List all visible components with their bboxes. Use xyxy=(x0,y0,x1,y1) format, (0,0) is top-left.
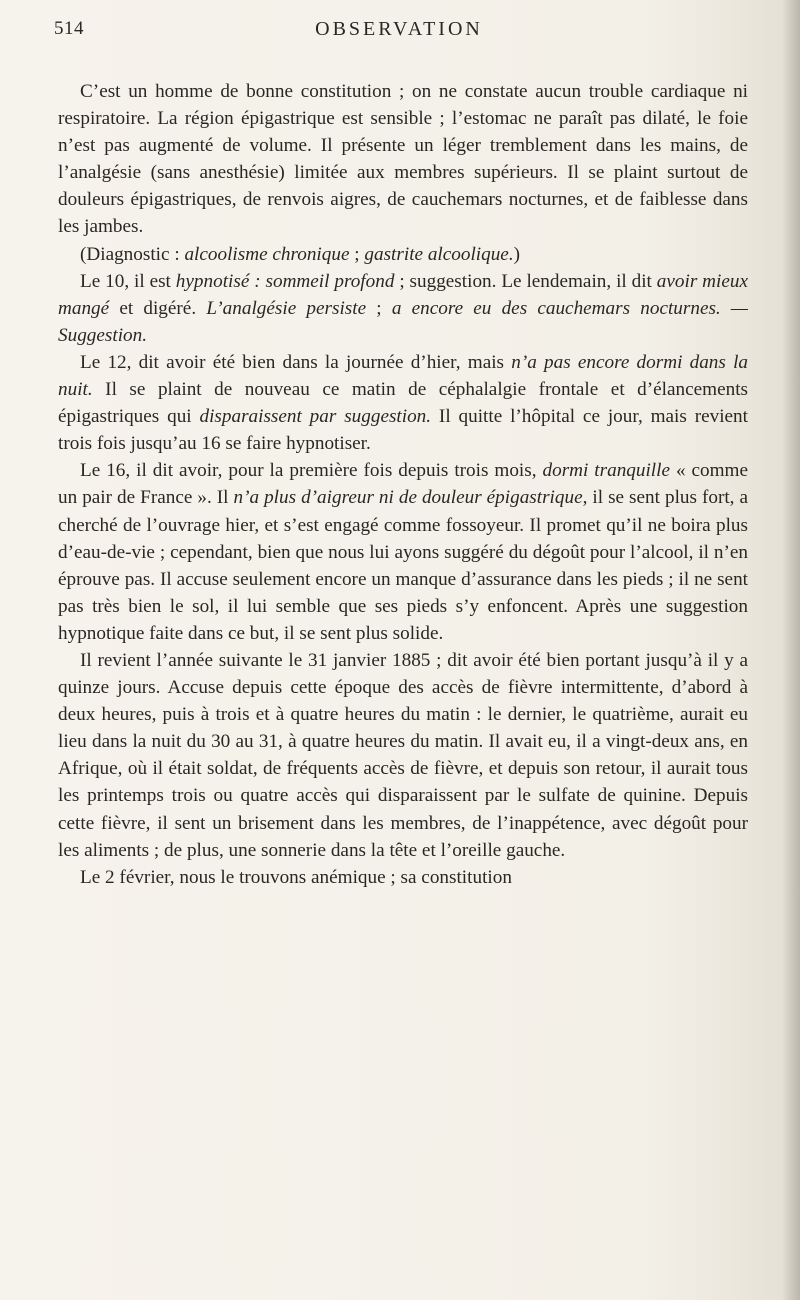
text-run: Le 12, dit avoir été bien dans la journée d’hier, mais xyxy=(80,351,512,373)
page-header xyxy=(54,18,744,58)
italic-text: disparaissent par suggestion. xyxy=(199,406,432,428)
text-run: Le 2 février, nous le trouvons anémique ; sa constitution xyxy=(80,866,512,888)
text-run: Il revient l’année suivante le 31 janvier 1885 ; dit avoir été bien portant jusqu’à il y a quinze jours. Accuse depuis cette époque des accès de fièvre intermittente, d’abord à deux heures, puis à trois et à quatre heures du matin : le dernier, le quatrième, aurait eu lieu dans la nuit du 30 au 31, à quatre heures du matin. Il avait eu, il a vingt-deux ans, en Afrique, où il était soldat, de fréquents accès de fièvre, et depuis son retour, il aurait tous les printemps trois ou quatre accès qui disparaissent par le sulfate de quinine. Depuis cette fièvre, il sent un brisement dans les membres, de l’inappétence, avec dégoût pour les aliments ; de plus, une sonnerie dans la tête et l’oreille gauche. xyxy=(58,649,748,861)
paragraph xyxy=(58,78,748,241)
text-run: C’est un homme de bonne constitution ; on ne constate aucun trouble cardiaque ni respiratoire. La région épigastrique est sensible ; l’estomac ne paraît pas dilaté, le foie n’est pas augmenté de volume. Il présente un léger tremblement dans les mains, de l’analgésie (sans anesthésie) limitée aux membres supérieurs. Il se plaint surtout de douleurs épigastriques, de renvois aigres, de cauchemars nocturnes, et de faiblesse dans les jambes. xyxy=(58,81,748,238)
text-run: , il se sent plus fort, a cherché de l’ouvrage hier, et s’est engagé comme fossoyeur. Il promet qu’il ne boira plus d’eau-de-vie ; cependant, bien que nous lui ayons suggéré du dégoût pour l’alcool, il n’en éprouve pas. Il accuse seulement encore un manque d’assurance dans les pieds ; il ne sent pas très bien le sol, il lui semble que ses pieds s’y enfoncent. Après une suggestion hypnotique faite dans ce but, il se sent plus solide. xyxy=(58,487,748,644)
text-run: Le 16, il dit avoir, pour la première fois depuis trois mois, xyxy=(80,460,543,482)
text-run: Le 10, il est xyxy=(80,270,176,292)
text-run: « comme un pair de France ». Il xyxy=(58,460,749,509)
italic-text: dormi tranquille xyxy=(542,460,670,482)
text-run: Il se plaint de nouveau ce matin de céphalalgie frontale et d’élancements épigastriques qui xyxy=(58,379,748,428)
text-run: (Diagnostic : xyxy=(80,243,185,265)
text-run: ) xyxy=(513,243,521,265)
body-text xyxy=(58,78,748,891)
text-run: ; xyxy=(366,297,392,319)
italic-text: alcoolisme chronique xyxy=(184,243,350,265)
paragraph xyxy=(58,241,748,268)
italic-text: hypnotisé : sommeil profond xyxy=(175,270,395,292)
italic-text: avoir mieux mangé xyxy=(58,270,748,319)
text-run: ; suggestion. Le lendemain, il dit xyxy=(394,270,657,292)
text-run: Il quitte l’hôpital ce jour, mais revient trois fois jusqu’au 16 se faire hypnotiser. xyxy=(58,406,748,455)
text-run: et digéré. xyxy=(109,297,207,319)
paragraph xyxy=(58,457,748,647)
italic-text: n’a plus d’aigreur ni de douleur épigastrique xyxy=(233,487,583,509)
paragraph xyxy=(58,864,748,891)
paragraph xyxy=(58,647,748,864)
text-run: ; xyxy=(349,243,365,265)
italic-text: a encore eu des cauchemars nocturnes. — Suggestion. xyxy=(58,297,748,346)
paragraph xyxy=(58,349,748,457)
italic-text: L’analgésie persiste xyxy=(206,297,367,319)
page-number: 514 xyxy=(54,18,84,39)
italic-text: n’a pas encore dormi dans la nuit. xyxy=(58,351,748,401)
running-head: OBSERVATION xyxy=(315,18,483,40)
paragraph xyxy=(58,268,748,349)
italic-text: gastrite alcoolique. xyxy=(364,243,514,265)
page-edge-shadow xyxy=(782,0,800,1300)
